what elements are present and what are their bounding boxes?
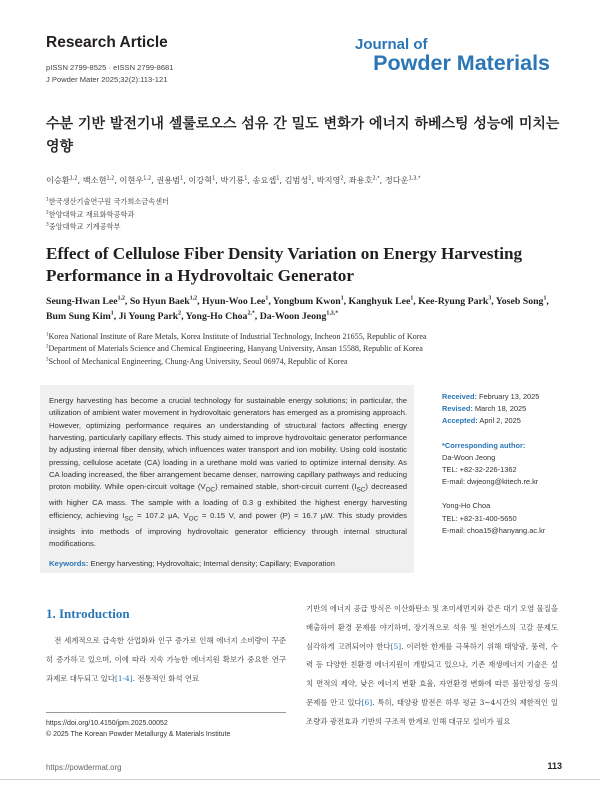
affiliation: $^3$School of Mechanical Engineering, Chung-Ang University, Seoul 06974, Republic of Korea <box>46 356 348 366</box>
author-name: 이강혁$^1$ <box>188 175 216 185</box>
copyright: © 2025 The Korean Powder Metallurgy & Materials Institute <box>46 731 231 738</box>
footnote-divider <box>46 712 286 713</box>
author-name: 송요셉$^1$ <box>252 175 280 185</box>
keywords: Keywords: Energy harvesting; Hydrovoltaic; Internal density; Capillary; Evaporation <box>49 559 335 568</box>
author-name: 백소현$^{1,2}$ <box>82 175 115 185</box>
author-name: Kee-Ryung Park$^3$ <box>418 295 492 307</box>
affiliation: $^1$Korea National Institute of Rare Metals, Korea Institute of Industrial Technology, Incheon 21655, Republic of Korea <box>46 332 427 341</box>
article-info-sidebar: Received: February 13, 2025 Revised: March 18, 2025 Accepted: April 2, 2025 *Corresponding author: Da-Woon Jeong TEL: +82-32-226-1362 E-mail: dwjeong@kitech.re.kr Yong-Ho Choa TEL: +82-31-400-5650 E-mail: choa15@hanyang.ac.kr <box>442 391 572 537</box>
author-name: 권용범$^1$ <box>156 175 184 185</box>
author-name: 이승환$^{1,2}$ <box>46 175 78 185</box>
korean-affiliations <box>46 196 169 234</box>
affiliation: $^1$한국생산기술연구원 국가희소금속센터 <box>46 197 170 206</box>
intro-left-column: 전 세계적으로 급속한 산업화와 인구 증가로 인해 에너지 소비량이 꾸준히 증가하고 있으며, 이에 따라 지속 가능한 에너지원 확보가 중요한 연구 과제로 대두되고 있다[1-4]. 전통적인 화석 연료 <box>46 636 286 683</box>
author-name: 김범성$^1$ <box>284 175 312 185</box>
author-name: Hyun-Woo Lee$^1$ <box>201 295 269 307</box>
doi-link[interactable]: https://doi.org/10.4150/jpm.2025.00052 <box>46 720 168 727</box>
journal-name-line1: Journal of <box>355 36 428 53</box>
korean-authors: 이승환$^{1,2}$, 백소현$^{1,2}$, 이현우$^{1,2}$, 권용범$^1$, 이강혁$^1$, 박기룡$^1$, 송요셉$^1$, 김범성$^1$, 박지영$^2$, 좌용호$^{2,*}$, 정다운$^{1,3,*}$ <box>46 175 421 185</box>
author-name: Yongbum Kwon$^1$ <box>272 295 344 307</box>
affiliation: $^2$Department of Materials Science and Chemical Engineering, Hanyang University, Ansan 15588, Republic of Korea <box>46 344 423 354</box>
affiliation: $^2$한양대학교 재료화학공학과 <box>46 209 135 219</box>
citation-link[interactable]: [1-4] <box>114 673 133 683</box>
website-link[interactable]: https://powdermat.org <box>46 763 122 772</box>
author-name: 좌용호$^{2,*}$ <box>348 175 380 185</box>
citation: J Powder Mater 2025;32(2):113-121 <box>46 74 168 84</box>
english-authors: Seung-Hwan Lee$^{1,2}$, So Hyun Baek$^{1,2}$, Hyun-Woo Lee$^1$, Yongbum Kwon$^1$, Kanghyuk Lee$^1$, Kee-Ryung Park$^3$, Yoseb Song$^1$, Bum Sung Kim$^1$, Ji Young Park$^2$, Yong-Ho Choa$^{2,*}$, Da-Woon Jeong$^{1,3,*}$ <box>46 295 549 322</box>
author-name: Yoseb Song$^1$ <box>495 295 547 307</box>
footnote <box>46 718 230 740</box>
corresponding-label: *Corresponding author: <box>442 440 526 450</box>
author-name: 박지영$^2$ <box>316 175 344 185</box>
citation-link[interactable]: [5] <box>390 641 402 651</box>
article-type: Research Article <box>46 34 168 51</box>
korean-title: 수분 기반 발전기내 셀룰로오스 섬유 간 밀도 변화가 에너지 하베스팅 성능에 미치는 영향 <box>46 116 560 155</box>
email-link-1[interactable]: E-mail: dwjeong@kitech.re.kr <box>442 477 539 487</box>
author-name: 정다운$^{1,3,*}$ <box>384 175 421 185</box>
intro-right-column: 기반의 에너지 공급 방식은 이산화탄소 및 초미세먼지와 같은 대기 오염 물질을 배출하여 환경 문제를 야기하며, 장기적으로 석유 및 천연가스의 고갈 문제도 심각하게 고려되어야 한다[5]. 이러한 한계를 극복하기 위해 태양광, 풍력, 수력 등 다양한 친환경 에너지원이 개발되고 있으나, 기존 재생에너지 기술은 설치 면적의 제약, 낮은 에너지 변환 효율, 자연환경 변화에 따른 불안정성 등의 문제를 안고 있다[6]. 특히, 태양광 발전은 하루 평균 3~4시간의 제한적인 일조량과 광전효과 기반의 구조적 한계로 인해 대규모 설비가 필요 <box>306 604 558 726</box>
section-heading: 1. Introduction <box>46 606 130 621</box>
footer-divider <box>0 779 600 780</box>
citation-link[interactable]: [6] <box>361 697 373 707</box>
abstract-text: Energy harvesting has become a crucial technology for sustainable energy solutions; in particular, the utilization of ambient water movement in hydrovoltaic generators has emerged as a promising approach. However, optimizing performance requires an understanding of structural factors affecting energy harvesting, particularly capillary effects. This study aimed to improve hydrovoltaic generator performance by adjusting internal fiber density, which influences water transport and ion mobility. Using cold isostatic pressing, cellulose acetate (CA) loading in a urethane mold was varied to optimize internal density. As CA loading increased, the fiber arrangement became denser, narrowing capillary pathways and reducing proton mobility. While open-circuit voltage $(V_{OC})$ remained stable, short-circuit current $(I_{SC})$ decreased with higher CA mass. The sample with a loading of 0.3 g exhibited the highest energy harvesting efficiency, achieving $I_{SC} = 107.2$ μA, $V_{OC} = 0.15$ V, and power (P) = 16.7 μW. This study provides insights into methods of improving hydrovoltaic generator efficiency through internal structural modifications. <box>49 396 408 548</box>
english-affiliations <box>46 331 566 368</box>
author-name: Ji Young Park$^2$ <box>118 310 182 322</box>
issn: pISSN 2799-8525 · eISSN 2799-8681 <box>46 63 174 72</box>
author-name: Kanghyuk Lee$^1$ <box>348 295 414 307</box>
author-name: Seung-Hwan Lee$^{1,2}$ <box>46 295 125 307</box>
author-name: 이현우$^{1,2}$ <box>119 175 152 185</box>
email-link-2[interactable]: E-mail: choa15@hanyang.ac.kr <box>442 525 546 535</box>
page-number: 113 <box>547 761 562 771</box>
author-name: So Hyun Baek$^{1,2}$ <box>129 295 198 307</box>
issn-block <box>46 62 174 85</box>
author-name: Da-Woon Jeong$^{1,3,*}$ <box>259 310 339 322</box>
author-name: Yong-Ho Choa$^{2,*}$ <box>185 310 255 322</box>
author-name: 박기룡$^1$ <box>220 175 248 185</box>
english-title: Effect of Cellulose Fiber Density Variation on Energy Harvesting Performance in a Hydrovoltaic Generator <box>46 244 523 285</box>
affiliation: $^3$중앙대학교 기계공학부 <box>46 222 121 231</box>
journal-name-line2: Powder Materials <box>373 51 550 75</box>
author-name: Bum Sung Kim$^1$ <box>46 310 114 322</box>
